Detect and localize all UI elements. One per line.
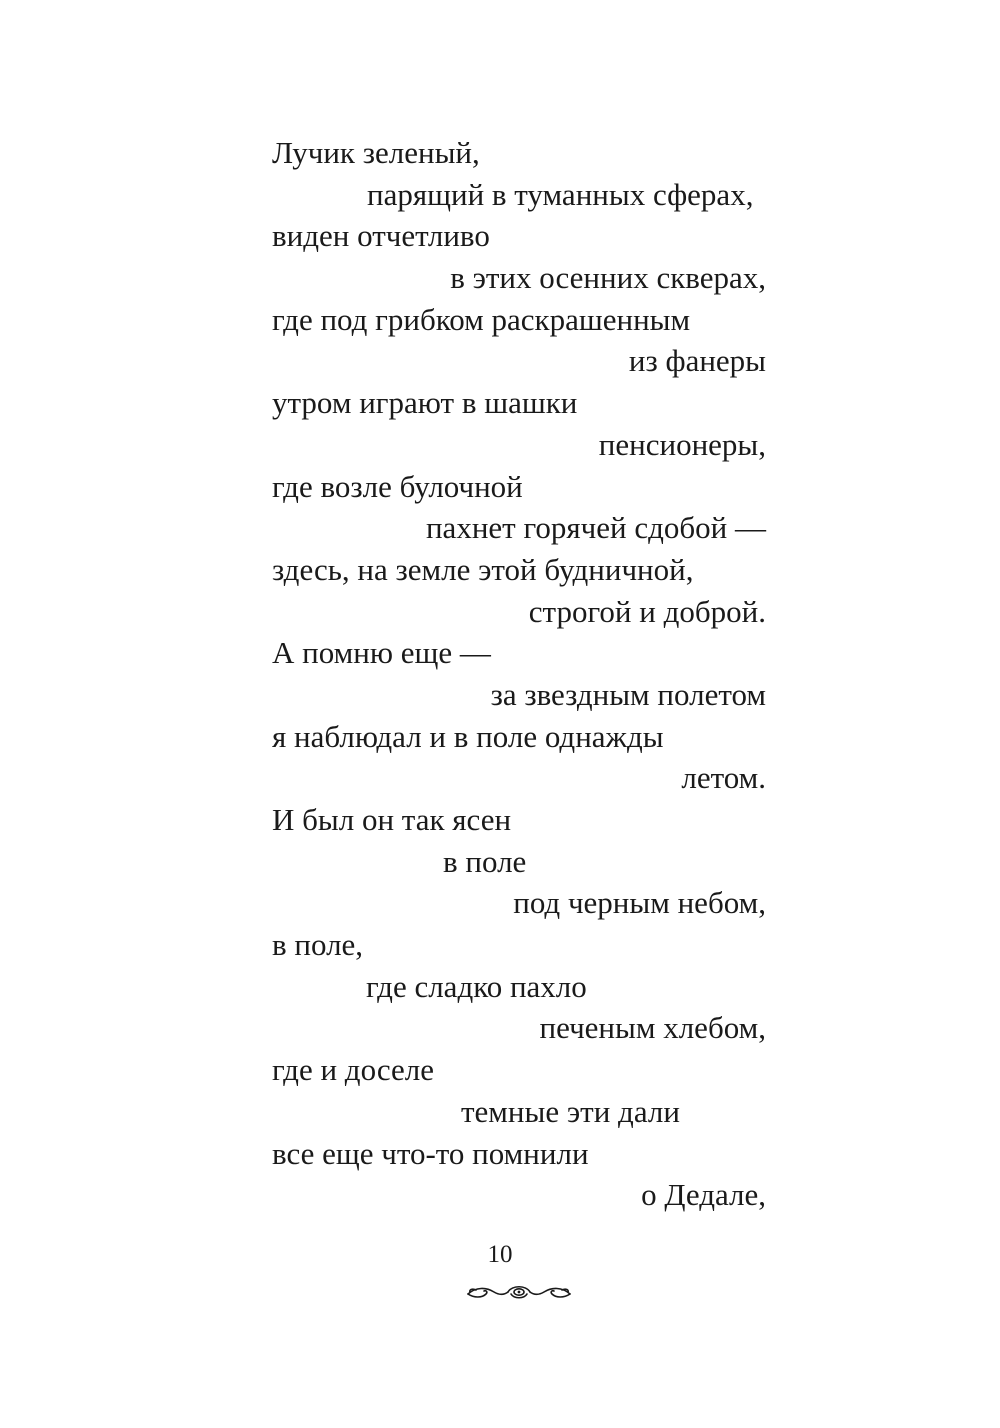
poem-line: виден отчетливо bbox=[272, 218, 490, 254]
poem-line: летом. bbox=[681, 760, 766, 796]
page-number: 10 bbox=[487, 1241, 513, 1268]
poem-line: все еще что-то помнили bbox=[272, 1135, 589, 1171]
poem-line: под черным небом, bbox=[513, 885, 766, 921]
poem-line: в поле, bbox=[272, 927, 364, 963]
poem-line: пенсионеры, bbox=[598, 426, 766, 462]
poem-text bbox=[272, 132, 766, 1216]
poem-line: строгой и доброй. bbox=[528, 593, 766, 629]
poem-line: о Дедале, bbox=[641, 1177, 766, 1213]
poem-line: пахнет горячей сдобой — bbox=[425, 510, 766, 546]
poem-line: А помню еще — bbox=[272, 635, 491, 671]
poem-line: И был он так ясен bbox=[272, 802, 512, 837]
poem-line: где возле булочной bbox=[272, 468, 523, 504]
poem-line: где и доселе bbox=[272, 1052, 434, 1088]
decorative-flourish-icon bbox=[466, 1281, 572, 1303]
poem-line: печеным хлебом, bbox=[539, 1010, 766, 1046]
poem-line: из фанеры bbox=[628, 343, 766, 379]
poem-line: в этих осенних скверах, bbox=[450, 260, 766, 296]
poem-line: где под грибком раскрашенным bbox=[272, 301, 691, 337]
poem-line: утром играют в шашки bbox=[272, 385, 578, 421]
poem-line: за звездным полетом bbox=[490, 676, 766, 712]
poem-line: в поле bbox=[443, 843, 527, 879]
poem-line: парящий в туманных сферах, bbox=[367, 176, 754, 212]
poem-line: здесь, на земле этой будничной, bbox=[272, 551, 694, 587]
poem-line: где сладко пахло bbox=[366, 968, 587, 1004]
poem-line: я наблюдал и в поле однажды bbox=[272, 718, 664, 754]
poem-line: темные эти дали bbox=[461, 1093, 680, 1129]
poem-line: Лучик зеленый, bbox=[272, 135, 480, 170]
